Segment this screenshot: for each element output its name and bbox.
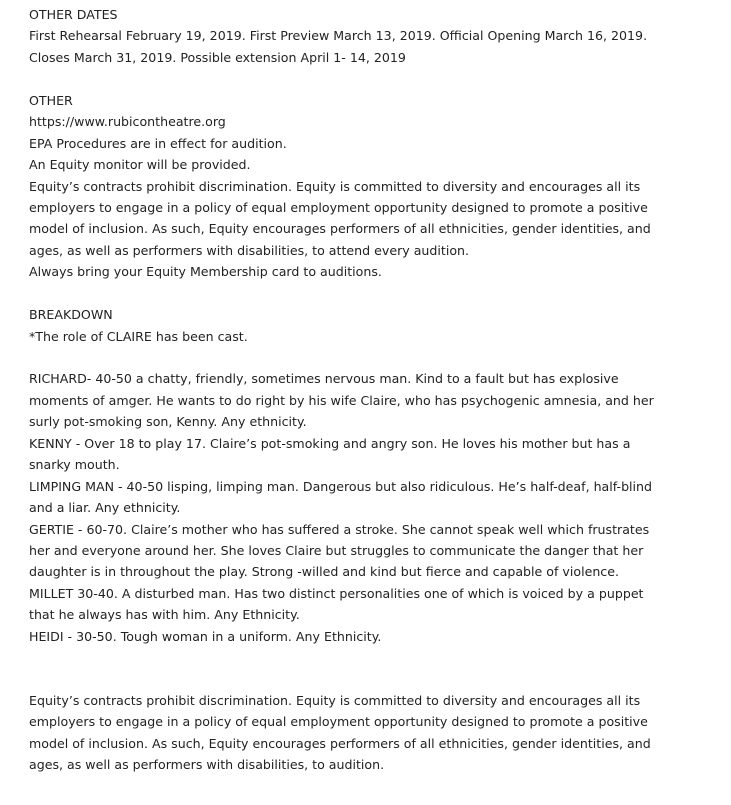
equity-statement-line: employers to engage in a policy of equal employment opportunity designed to promote a positive: [29, 199, 648, 215]
role-line: her and everyone around her. She loves Claire but struggles to communicate the danger that her: [29, 542, 644, 558]
role-line: moments of amger. He wants to do right by his wife Claire, who has psychogenic amnesia, and her: [29, 392, 654, 408]
cast-note: *The role of CLAIRE has been cast.: [29, 328, 248, 344]
spacer: [29, 347, 727, 368]
role-line: LIMPING MAN - 40-50 lisping, limping man. Dangerous but also ridiculous. He’s half-deaf, half-blind: [29, 478, 653, 494]
spacer: [29, 647, 727, 690]
role-line: RICHARD- 40-50 a chatty, friendly, sometimes nervous man. Kind to a fault but has explosive: [29, 371, 619, 387]
audition-notice: [29, 4, 727, 776]
website-url: https://www.rubicontheatre.org: [29, 114, 226, 130]
membership-note: Always bring your Equity Membership card to auditions.: [29, 264, 382, 280]
role-line: MILLET 30-40. A disturbed man. Has two distinct personalities one of which is voiced by a puppet: [29, 585, 644, 601]
role-line: that he always has with him. Any Ethnicity.: [29, 607, 300, 623]
closing-equity-line: Equity’s contracts prohibit discrimination. Equity is committed to diversity and encourages all its: [29, 693, 641, 709]
closing-equity-line: employers to engage in a policy of equal employment opportunity designed to promote a positive: [29, 714, 648, 730]
epa-note: EPA Procedures are in effect for audition.: [29, 135, 287, 151]
spacer: [29, 68, 727, 89]
equity-statement-line: model of inclusion. As such, Equity encourages performers of all ethnicities, gender identities, and: [29, 221, 651, 237]
breakdown-heading: BREAKDOWN: [29, 307, 113, 323]
role-line: surly pot-smoking son, Kenny. Any ethnicity.: [29, 414, 307, 430]
role-line: HEIDI - 30-50. Tough woman in a uniform. Any Ethnicity.: [29, 628, 382, 644]
equity-statement-line: ages, as well as performers with disabilities, to attend every audition.: [29, 242, 470, 258]
role-line: GERTIE - 60-70. Claire’s mother who has suffered a stroke. She cannot speak well which frustrates: [29, 521, 650, 537]
closing-equity-line: ages, as well as performers with disabilities, to audition.: [29, 757, 385, 773]
equity-statement-line: Equity’s contracts prohibit discrimination. Equity is committed to diversity and encourages all its: [29, 178, 641, 194]
role-line: daughter is in throughout the play. Strong -willed and kind but fierce and capable of violence.: [29, 564, 619, 580]
other-dates-heading: OTHER DATES: [29, 7, 118, 22]
role-line: and a liar. Any ethnicity.: [29, 500, 181, 516]
spacer: [29, 283, 727, 304]
role-line: snarky mouth.: [29, 457, 120, 473]
role-line: KENNY - Over 18 to play 17. Claire’s pot-smoking and angry son. He loves his mother but has a: [29, 435, 631, 451]
monitor-note: An Equity monitor will be provided.: [29, 157, 251, 173]
dates-line: First Rehearsal February 19, 2019. First Preview March 13, 2019. Official Opening March 16, 2019.: [29, 28, 648, 44]
dates-line: Closes March 31, 2019. Possible extension April 1- 14, 2019: [29, 49, 406, 65]
other-heading: OTHER: [29, 92, 73, 108]
closing-equity-line: model of inclusion. As such, Equity encourages performers of all ethnicities, gender identities, and: [29, 735, 651, 751]
